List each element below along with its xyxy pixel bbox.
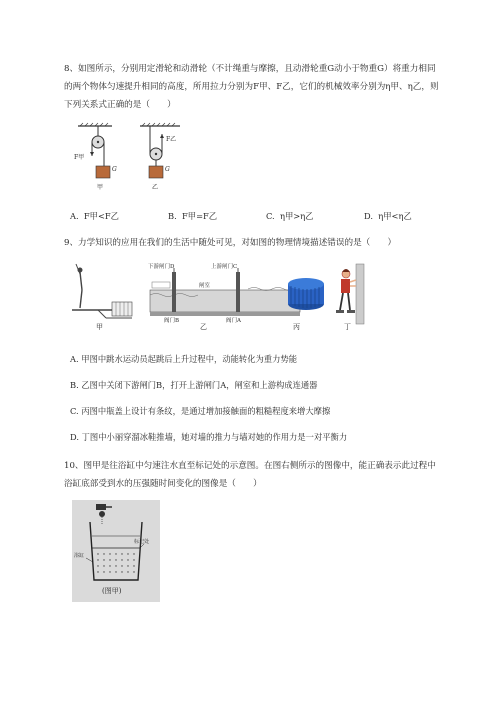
caption-yi: 乙 <box>200 323 207 331</box>
q8-option-c[interactable]: C. η甲>η乙 <box>266 211 314 221</box>
q9-option-d[interactable]: D. 丁图中小丽穿溜冰鞋推墙，她对墙的推力与墙对她的作用力是一对平衡力 <box>70 432 348 442</box>
skater-illustration <box>336 264 364 324</box>
label-g-left: G <box>112 166 117 173</box>
label-valve-b: 阀门B <box>164 318 180 324</box>
question-10-text: 10、图甲是往浴缸中匀速注水直至标记处的示意图。在图右侧所示的图像中，能正确表示此过程中浴缸底部受到水的压强随时间变化的图像是（ ） <box>64 461 436 489</box>
physics-scenes-figure <box>68 262 368 332</box>
label-g-right: G <box>165 166 170 173</box>
q9-option-c[interactable]: C. 丙图中瓶盖上设计有条纹，是通过增加接触面的粗糙程度来增大摩擦 <box>70 406 331 416</box>
caption-jia: 甲 <box>97 184 104 191</box>
label-f-yi: F乙 <box>166 136 177 143</box>
pulley-figure <box>70 122 190 200</box>
q8-option-b[interactable]: B. F甲=F乙 <box>168 211 218 221</box>
q9-option-b[interactable]: B. 乙图中关闭下游闸门B，打开上游闸门A，闸室和上游构成连通器 <box>70 380 318 390</box>
diver-illustration <box>72 264 132 318</box>
q8-option-d[interactable]: D. η甲<η乙 <box>364 211 412 221</box>
caption-yi: 乙 <box>152 184 159 191</box>
label-chamber: 闸室 <box>199 283 211 289</box>
question-9-text: 9、力学知识的应用在我们的生活中随处可见，对如图的物理情境描述错误的是（ ） <box>64 238 397 248</box>
label-valve-a: 阀门A <box>226 318 241 324</box>
label-up-gate: 上游闸门C <box>211 264 238 270</box>
q9-option-a[interactable]: A. 甲图中跳水运动员起跳后上升过程中，动能转化为重力势能 <box>70 354 297 364</box>
ship-lock-illustration <box>150 268 300 316</box>
q8-option-a[interactable]: A. F甲<F乙 <box>70 211 119 221</box>
question-8-text: 8、如图所示，分别用定滑轮和动滑轮（不计绳重与摩擦，且动滑轮重G动小于物重G）将重力相同的两个物体匀速提升相同的高度，所用拉力分别为F甲、F乙，它们的机械效率分别为η甲、η乙，则下列关系式正确的是（ ） <box>64 64 439 110</box>
caption-jia: 甲 <box>96 323 103 331</box>
caption-bing: 丙 <box>293 323 300 331</box>
label-f-jia: F甲 <box>74 154 85 161</box>
label-down-gate: 下游闸门D <box>148 264 175 270</box>
caption-fig-jia: (图甲) <box>102 587 122 595</box>
label-mark: 标记处 <box>134 539 150 545</box>
bottle-cap-illustration <box>288 278 324 310</box>
caption-ding: 丁 <box>344 323 351 331</box>
bathtub-figure <box>72 500 160 602</box>
label-tub: 浴缸 <box>74 553 85 559</box>
